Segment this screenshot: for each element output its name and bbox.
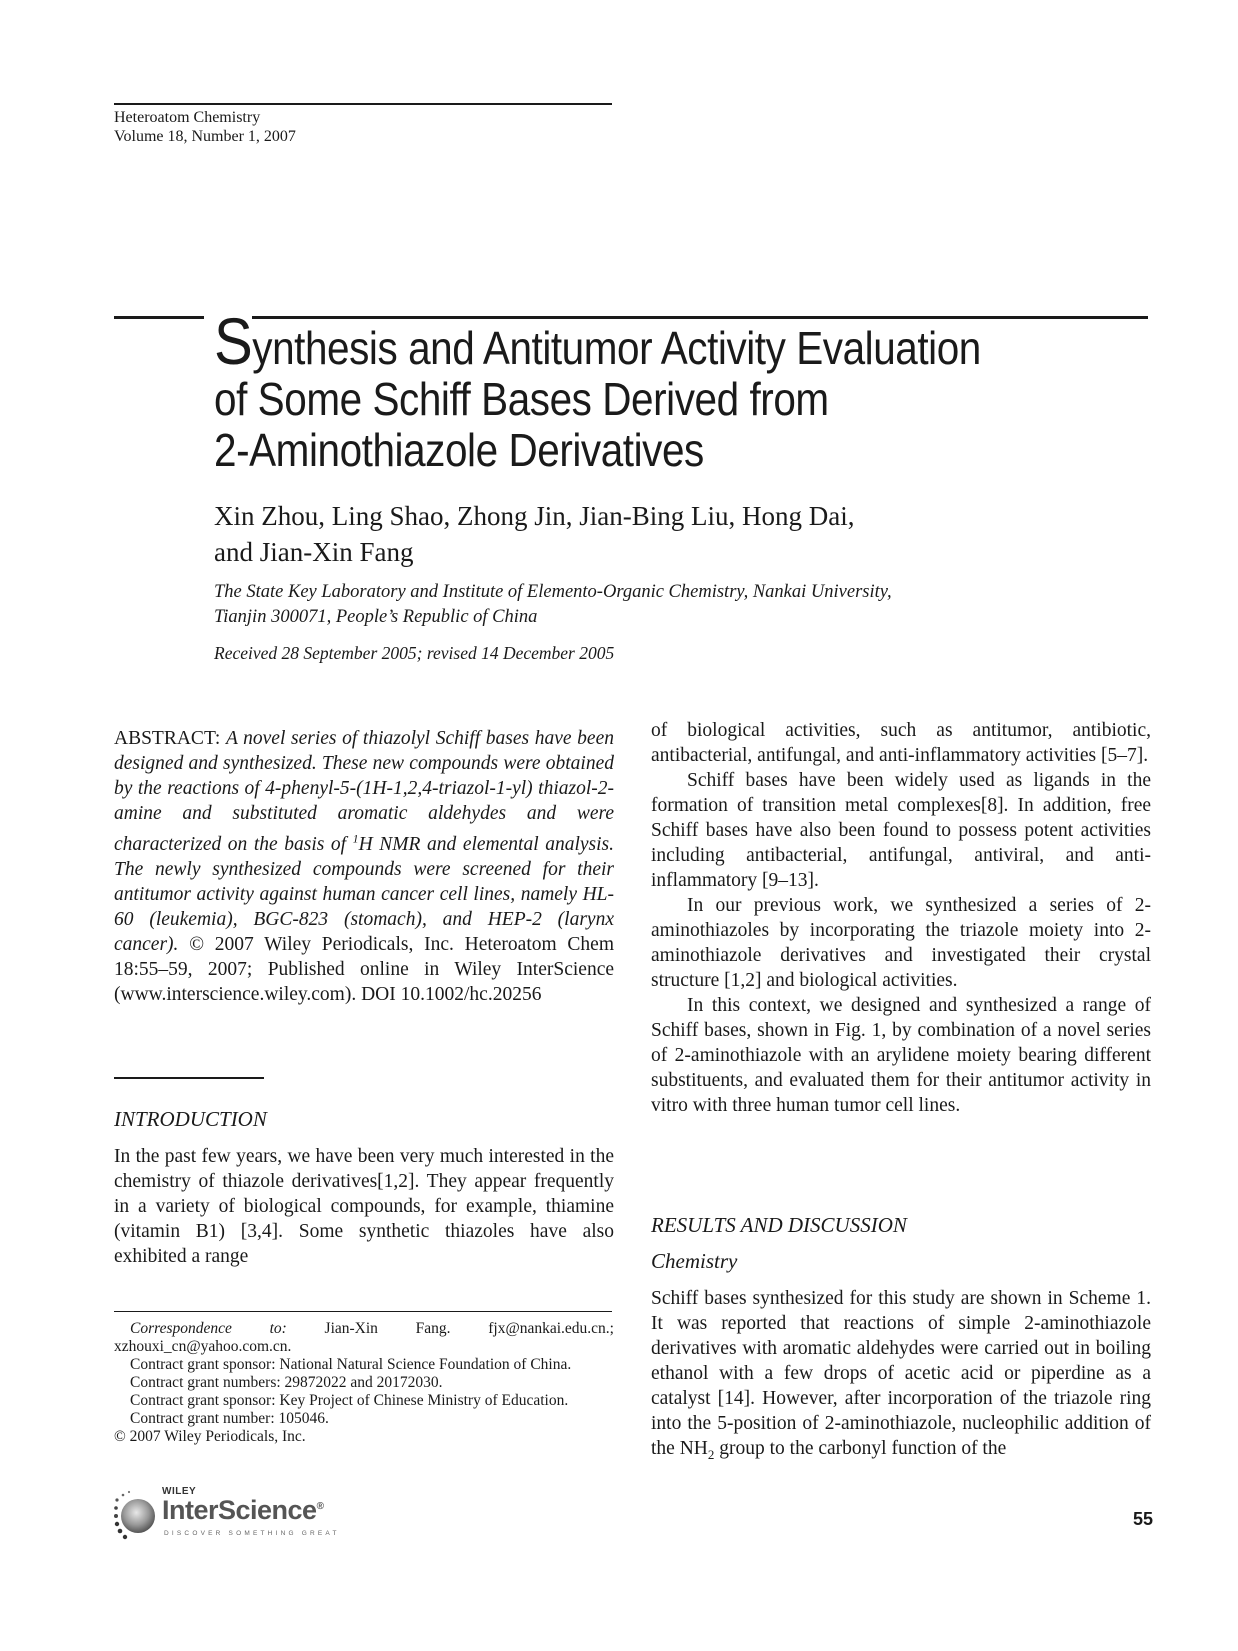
title-line-1: Synthesis and Antitumor Activity Evaluation [214, 304, 981, 378]
received-dates: Received 28 September 2005; revised 14 December 2005 [214, 643, 615, 663]
introduction-heading: INTRODUCTION [114, 1107, 267, 1131]
title-rule-left [114, 316, 204, 319]
abstract-citation: © 2007 Wiley Periodicals, Inc. Heteroatom Chem 18:55–59, 2007; Published online in Wiley InterScience (www.interscience.wiley.com). DOI 10.1002/hc.20256 [114, 933, 614, 1005]
journal-name: Heteroatom Chemistry [114, 109, 261, 126]
wiley-interscience-logo [112, 1486, 352, 1546]
abstract-text: A novel series of thiazolyl Schiff bases have been designed and synthesized. These new compounds were obtained by the reactions of 4-phenyl-5-(1H-1,2,4-triazol-1-yl) thiazol-2-amine and substituted aromatic aldehydes and were characterized on the basis of $^1$H NMR and elemental analysis. The newly synthesized compounds were screened for their antitumor activity against human cancer cell lines, namely HL-60 (leukemia), BGC-823 (stomach), and HEP-2 (larynx cancer). [114, 728, 614, 955]
logo-name: InterScience® [162, 1495, 324, 1525]
introduction-paragraph: In the past few years, we have been very much interested in the chemistry of thiazole derivatives[1,2]. They appear frequently in a variety of biological compounds, for example, thiamine (vitamin B1) [3,4]. Some synthetic thiazoles have also exhibited a range [114, 1146, 614, 1267]
footnote-sponsor-1: Contract grant sponsor: National Natural Science Foundation of China. [130, 1356, 572, 1373]
chemistry-subheading: Chemistry [651, 1249, 738, 1273]
authors: Xin Zhou, Ling Shao, Zhong Jin, Jian-Bing Liu, Hong Dai, and Jian-Xin Fang [214, 501, 855, 567]
journal-volume: Volume 18, Number 1, 2007 [114, 128, 296, 145]
right-column-body [651, 718, 1151, 1118]
globe-dots-icon [112, 1488, 160, 1542]
abstract [114, 726, 614, 1007]
title-line-3: 2-Aminothiazole Derivatives [214, 424, 704, 476]
journal-header [114, 108, 296, 146]
right-para-1: of biological activities, such as antitumor, antibiotic, antibacterial, antifungal, and anti-inflammatory activities [5–7]. [651, 720, 1151, 766]
chemistry-body [651, 1286, 1151, 1467]
footnote-copyright: © 2007 Wiley Periodicals, Inc. [114, 1428, 306, 1445]
right-para-3: In our previous work, we synthesized a series of 2-aminothiazoles by incorporating the triazole moiety into 2-aminothiazole derivatives and investigated their crystal structure [1,2] and biological activities. [651, 895, 1151, 991]
header-rule [114, 103, 612, 105]
results-heading: RESULTS AND DISCUSSION [651, 1213, 907, 1237]
results-heading-block [651, 1212, 1151, 1238]
footnote-sponsor-2: Contract grant sponsor: Key Project of Chinese Ministry of Education. [130, 1392, 569, 1409]
page-number: 55 [1133, 1509, 1154, 1529]
chemistry-paragraph: Schiff bases synthesized for this study are shown in Scheme 1. It was reported that reactions of simple 2-aminothiazole derivatives with aromatic aldehydes were carried out in boiling ethanol with a few drops of acetic acid or piperdine as a catalyst [14]. However, after incorporation of the triazole ring into the 5-position of 2-aminothiazole, nucleophilic addition of the $NH_2$ group to the carbonyl function of the [651, 1288, 1151, 1462]
logo-tagline: DISCOVER SOMETHING GREAT [164, 1530, 340, 1537]
abstract-label: ABSTRACT: [114, 728, 221, 749]
abstract-end-rule [114, 1077, 264, 1079]
chemistry-subheading-block [651, 1248, 1151, 1274]
footnote-numbers-1: Contract grant numbers: 29872022 and 20172030. [130, 1374, 443, 1391]
footnote-correspondence: Correspondence to: Jian-Xin Fang. fjx@nankai.edu.cn.; xzhouxi_cn@yahoo.com.cn. [114, 1320, 614, 1355]
right-para-2: Schiff bases have been widely used as ligands in the formation of transition metal complexes[8]. In addition, free Schiff bases have also been found to possess potent activities including antibacterial, antifungal, antiviral, and anti-inflammatory [9–13]. [651, 770, 1151, 891]
footnote-rule [114, 1311, 612, 1312]
title-line-2: of Some Schiff Bases Derived from [214, 373, 829, 425]
title-initial: S [214, 304, 253, 378]
footnotes [114, 1320, 614, 1446]
footnote-number-2: Contract grant number: 105046. [130, 1410, 329, 1427]
affiliation: The State Key Laboratory and Institute of Elemento-Organic Chemistry, Nankai University, Tianjin 300071, People’s Republic of China [214, 582, 892, 627]
article-title [214, 304, 1006, 476]
right-para-4: In this context, we designed and synthesized a range of Schiff bases, shown in Fig. 1, by combination of a novel series of 2-aminothiazole with an arylidene moiety bearing different substituents, and evaluated them for their antitumor activity in vitro with three human tumor cell lines. [651, 995, 1151, 1116]
introduction-body [114, 1144, 614, 1269]
publisher-mark: WILEY [162, 1486, 197, 1497]
introduction-heading-block [114, 1106, 614, 1132]
